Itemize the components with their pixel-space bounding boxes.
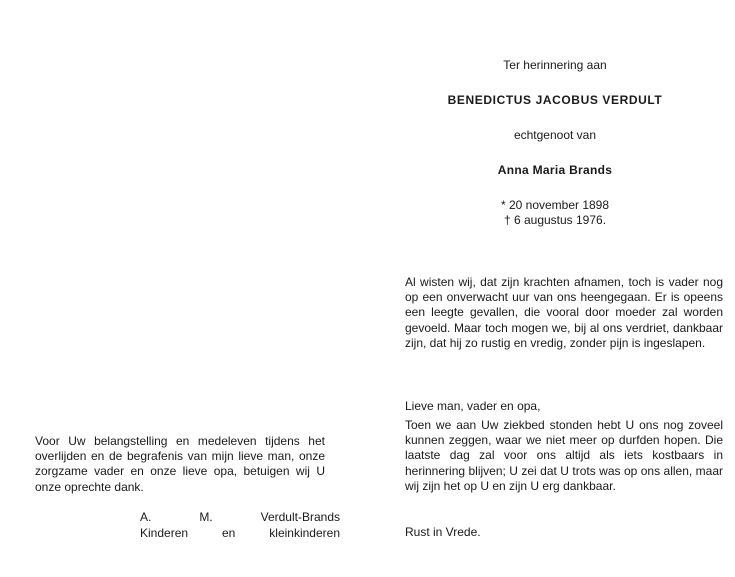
memorial-paragraph-2 xyxy=(405,418,723,494)
thanks-text: Voor Uw belangstelling en medeleven tijdens het overlijden en de begrafenis van mijn lieve man, onze zorgzame vader en onze lieve opa, betuigen wij U onze oprechte dank. xyxy=(35,434,325,494)
closing xyxy=(405,525,723,540)
signature-block xyxy=(140,509,340,541)
thanks-paragraph xyxy=(35,434,325,495)
birth-date: * 20 november 1898 xyxy=(500,198,610,212)
deceased-name: BENEDICTUS JACOBUS VERDULT xyxy=(447,93,663,107)
memorial-paragraph-1 xyxy=(405,275,723,351)
signature-family: Kinderen en kleinkinderen xyxy=(140,526,340,540)
death-date: † 6 augustus 1976. xyxy=(503,213,607,227)
memorial-header xyxy=(405,58,705,228)
greeting-text: Lieve man, vader en opa, xyxy=(405,399,541,413)
greeting xyxy=(405,399,723,414)
spouse-intro: echtgenoot van xyxy=(513,128,597,142)
closing-text: Rust in Vrede. xyxy=(405,525,481,539)
header-intro: Ter herinnering aan xyxy=(503,58,607,72)
signature-name: A. M. Verdult-Brands xyxy=(140,510,340,524)
paragraph-1-text: Al wisten wij, dat zijn krachten afnamen, toch is vader nog op een onverwacht uur van ons heengegaan. Er is opeens een leegte gevallen, die vooral door moeder zal worden gevoeld. Maar toch mogen we, bij al ons verdriet, dankbaar zijn, dat hij zo rustig en vredig, zonder pijn is ingeslapen. xyxy=(405,275,723,350)
spouse-name: Anna Maria Brands xyxy=(497,163,613,177)
paragraph-2-text: Toen we aan Uw ziekbed stonden hebt U ons nog zoveel kunnen zeggen, waar we niet meer op durfden hopen. Die laatste dag zal voor ons altijd als iets kostbaars in herinnering blijven; U zei dat U trots was op ons allen, maar wij zijn het op U en zijn U erg dankbaar. xyxy=(405,418,723,493)
